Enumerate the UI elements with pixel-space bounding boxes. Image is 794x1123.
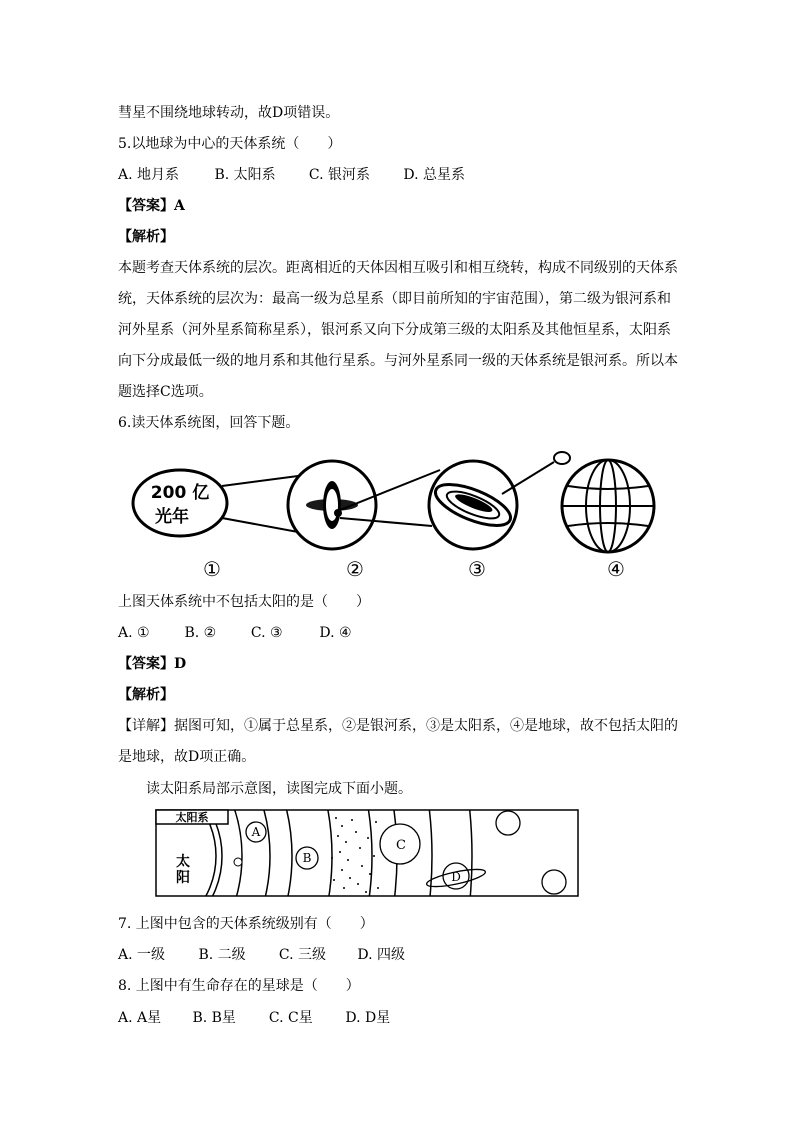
- option-b: B. 太阳系: [214, 167, 276, 183]
- figure-label: ②: [346, 557, 364, 581]
- analysis-line: 是地球，故D项正确。: [118, 749, 256, 765]
- sun-label: 太: [176, 854, 190, 870]
- sun-label: 阳: [176, 870, 190, 886]
- svg-text:B: B: [302, 851, 312, 865]
- analysis-line: 本题考查天体系统的层次。距离相近的天体因相互吸引和相互绕转，构成不同级别的天体系: [118, 260, 678, 276]
- option-d: D. ④: [319, 625, 352, 641]
- planet-outer: [542, 870, 566, 894]
- figure-title: 太阳系: [175, 811, 209, 824]
- question-6-options: [118, 623, 352, 643]
- option-c: C. 三级: [278, 947, 327, 963]
- question-5: 5.以地球为中心的天体系统（ ）: [118, 136, 342, 152]
- option-b: B. 二级: [198, 947, 246, 963]
- option-a: A. A星: [118, 1010, 162, 1026]
- option-d: D. 四级: [357, 947, 405, 963]
- question-7-options: [118, 945, 405, 965]
- planet-outer: [496, 811, 520, 835]
- analysis-line: 【详解】据图可知，①属于总星系，②是银河系，③是太阳系，④是地球，故不包括太阳的: [118, 718, 678, 734]
- solar-system-figure: [152, 808, 582, 898]
- svg-text:A: A: [251, 825, 261, 839]
- question-5-options: [118, 165, 465, 185]
- question-6: 6.读天体系统图，回答下题。: [118, 415, 300, 431]
- figure-label: ④: [607, 557, 625, 581]
- figure-label: ①: [203, 557, 221, 581]
- option-a: A. 一级: [118, 947, 166, 963]
- option-c: C. C星: [268, 1010, 313, 1026]
- option-b: B. ②: [184, 625, 217, 641]
- intro-text: 读太阳系局部示意图，读图完成下面小题。: [146, 781, 412, 797]
- answer-6: 【答案】D: [118, 656, 187, 672]
- svg-text:C: C: [396, 838, 406, 853]
- analysis-label-5: 【解析】: [118, 229, 174, 245]
- celestial-systems-figure: [130, 448, 670, 588]
- analysis-line: 统，天体系统的层次为：最高一级为总星系（即目前所知的宇宙范围），第二级为银河系和: [118, 291, 671, 307]
- text-line: 彗星不围绕地球转动，故D项错误。: [118, 105, 340, 121]
- figure-label: ③: [468, 557, 486, 581]
- option-a: A. 地月系: [118, 167, 180, 183]
- question-7: 7. 上图中包含的天体系统级别有（ ）: [118, 916, 374, 932]
- option-a: A. ①: [118, 625, 150, 641]
- analysis-line: 河外星系（河外星系简称星系），银河系又向下分成第三级的太阳系及其他恒星系，太阳系: [118, 322, 671, 338]
- option-c: C. 银河系: [308, 167, 371, 183]
- svg-text:D: D: [451, 870, 461, 884]
- universe-text: 200 亿: [150, 483, 210, 503]
- option-d: D. D星: [345, 1010, 391, 1026]
- question-8-options: [118, 1008, 390, 1028]
- option-d: D. 总星系: [403, 167, 465, 183]
- answer-5: 【答案】A: [118, 198, 185, 214]
- question-6-sub: 上图天体系统中不包括太阳的是（ ）: [118, 594, 370, 610]
- option-b: B. B星: [192, 1010, 236, 1026]
- analysis-line: 向下分成最低一级的地月系和其他行星系。与河外星系同一级的天体系统是银河系。所以本: [118, 353, 678, 369]
- analysis-line: 题选择C选项。: [118, 384, 213, 400]
- analysis-label-6: 【解析】: [118, 687, 174, 703]
- universe-text: 光年: [155, 507, 189, 527]
- option-c: C. ③: [250, 625, 283, 641]
- question-8: 8. 上图中有生命存在的星球是（ ）: [118, 978, 360, 994]
- moon: [554, 452, 570, 464]
